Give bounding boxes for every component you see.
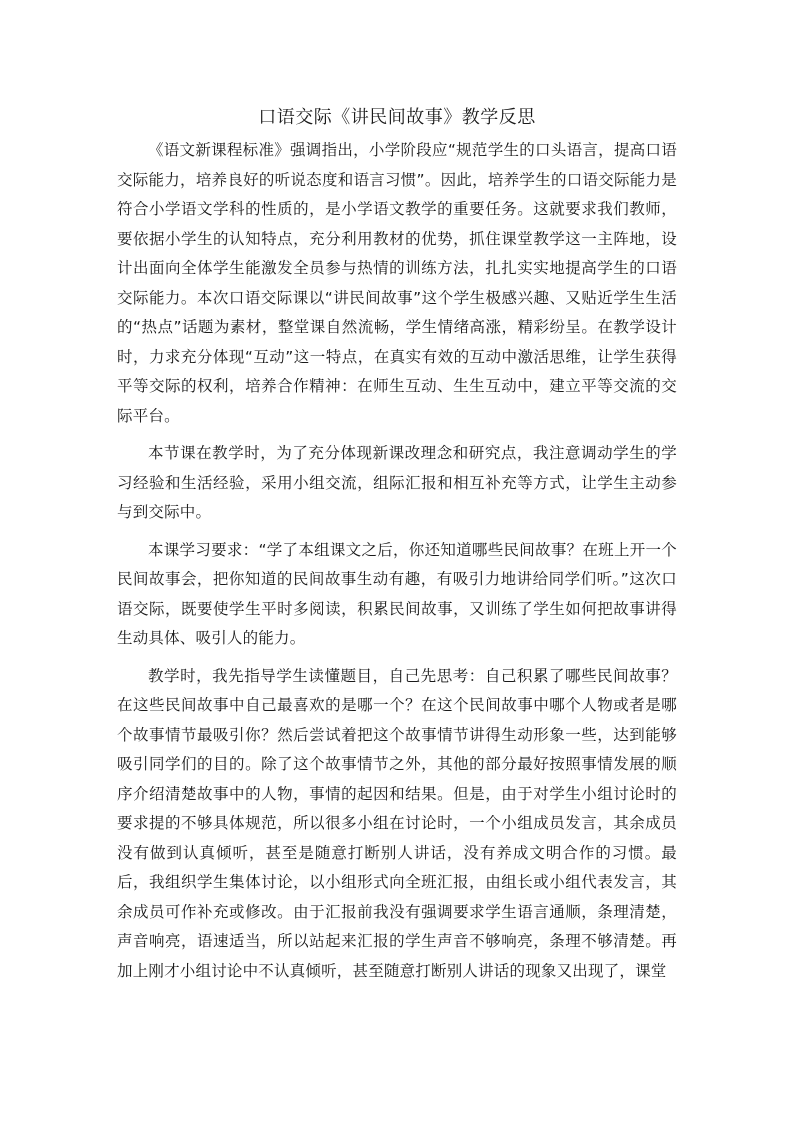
paragraph-4: 教学时，我先指导学生读懂题目，自己先思考：自己积累了哪些民间故事？在这些民间故事中自己最喜欢的是哪一个？在这个民间故事中哪个人物或者是哪个故事情节最吸引你？然后尝试着把这个故事情节讲得生动形象一些，达到能够吸引同学们的目的。除了这个故事情节之外，其他的部分最好按照事情发展的顺序介绍清楚故事中的人物，事情的起因和结果。但是，由于对学生小组讨论时的要求提的不够具体规范，所以很多小组在讨论时，一个小组成员发言，其余成员没有做到认真倾听，甚至是随意打断别人讲话，没有养成文明合作的习惯。最后，我组织学生集体讨论，以小组形式向全班汇报，由组长或小组代表发言，其余成员可作补充或修改。由于汇报前我没有强调要求学生语言通顺，条理清楚，声音响亮，语速适当，所以站起来汇报的学生声音不够响亮，条理不够清楚。再加上刚才小组讨论中不认真倾听，甚至随意打断别人讲话的现象又出现了，课堂 [117, 666, 677, 980]
document-title: 口语交际《讲民间故事》教学反思 [258, 107, 536, 128]
paragraph-1: 《语文新课程标准》强调指出，小学阶段应“规范学生的口头语言，提高口语交际能力，培养良好的听说态度和语言习惯”。因此，培养学生的口语交际能力是符合小学语文学科的性质的，是小学语文教学的重要任务。这就要求我们教师，要依据小学生的认知特点，充分利用教材的优势，抓住课堂教学这一主阵地，设计出面向全体学生能激发全员参与热情的训练方法，扎扎实实地提高学生的口语交际能力。本次口语交际课以“讲民间故事”这个学生极感兴趣、又贴近学生生活的“热点”话题为素材，整堂课自然流畅，学生情绪高涨，精彩纷呈。在教学设计时，力求充分体现“互动”这一特点，在真实有效的互动中激活思维，让学生获得平等交际的权利，培养合作精神：在师生互动、生生互动中，建立平等交流的交际平台。 [117, 141, 677, 425]
document-page [117, 104, 677, 994]
paragraph-2: 本节课在教学时，为了充分体现新课改理念和研究点，我注意调动学生的学习经验和生活经验，采用小组交流，组际汇报和相互补充等方式，让学生主动参与到交际中。 [117, 444, 677, 521]
paragraph-3: 本课学习要求：“学了本组课文之后，你还知道哪些民间故事？在班上开一个民间故事会，把你知道的民间故事生动有趣，有吸引力地讲给同学们听。”这次口语交际，既要使学生平时多阅读，积累民间故事，又训练了学生如何把故事讲得生动具体、吸引人的能力。 [117, 540, 677, 647]
